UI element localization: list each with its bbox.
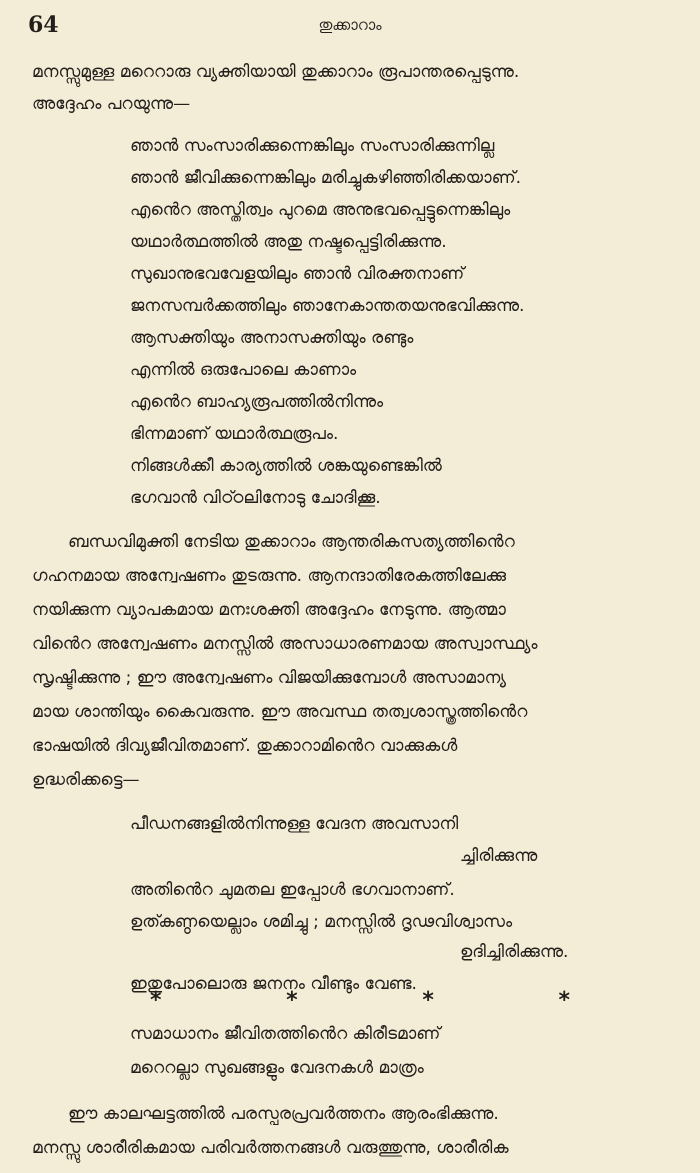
separator-star: *	[150, 988, 162, 1013]
text-line: ഉദ്ധരിക്കട്ടെ—	[32, 770, 140, 790]
verse-line: എന്നിൽ ഒരുപോലെ കാണാം	[130, 360, 357, 380]
verse-line: ആസക്തിയും അനാസക്തിയും രണ്ടും	[130, 328, 414, 348]
verse-line: എൻെറ അസ്തിത്വം പുറമെ അനുഭവപ്പെട്ടുന്നെങ്കിലും	[130, 200, 511, 220]
verse-line: യഥാർത്ഥത്തിൽ അതു നഷ്ടപ്പെട്ടിരിക്കുന്നു.	[130, 232, 447, 252]
verse-line: സമാധാനം ജീവിതത്തിൻെറ കിരീടമാണ്	[130, 1024, 441, 1044]
verse-line: സുഖാനുഭവവേളയിലും ഞാൻ വിരക്തനാണ്	[130, 264, 465, 284]
verse-line: ഞാൻ ജീവിക്കുന്നെങ്കിലും മരിച്ചുകഴിഞ്ഞിരിക്കയാണ്.	[130, 168, 522, 188]
text-line: ബന്ധവിമുക്തി നേടിയ തുക്കാറാം ആന്തരികസത്യത്തിൻെറ	[68, 532, 515, 552]
verse-line: ച്ചിരിക്കുന്നു	[460, 846, 538, 866]
text-line: സൃഷ്ടിക്കുന്നു ; ഈ അന്വേഷണം വിജയിക്കുമ്പോൾ അസാമാന്യ	[32, 668, 506, 688]
separator-star: *	[558, 988, 570, 1013]
text-line: ഈ കാലഘട്ടത്തിൽ പരസ്പരപ്രവർത്തനം ആരംഭിക്കുന്നു.	[68, 1104, 499, 1124]
section-separator	[150, 988, 570, 1013]
text-line: അദ്ദേഹം പറയുന്നു—	[32, 94, 191, 114]
verse-line: ഭഗവാൻ വിഠ്ഠലിനോടു ചോദിക്കൂ.	[130, 488, 381, 508]
separator-star: *	[286, 988, 298, 1013]
text-line: നയിക്കുന്ന വ്യാപകമായ മനഃശക്തി അദ്ദേഹം നേടുന്നു. ആത്മാ	[32, 600, 506, 620]
text-line: ഗഹനമായ അന്വേഷണം തുടരുന്നു. ആനന്ദാതിരേകത്തിലേക്കു	[32, 566, 507, 586]
verse-line: ഇതുപോലൊരു ജനനം വീണ്ടും വേണ്ട.	[130, 974, 417, 994]
text-line: വിൻെറ അന്വേഷണം മനസ്സിൽ അസാധാരണമായ അസ്വാസ്ഥ്യം	[32, 634, 538, 654]
verse-line: നിങ്ങൾക്കീ കാര്യത്തിൽ ശങ്കയുണ്ടെങ്കിൽ	[130, 456, 442, 476]
verse-line: എൻെറ ബാഹ്യരൂപത്തിൽനിന്നും	[130, 392, 384, 412]
text-line: മനസ്സു ശാരീരികമായ പരിവർത്തനങ്ങൾ വരുത്തുന്നു, ശാരീരിക	[32, 1138, 509, 1158]
running-title: തുക്കാറാം	[318, 16, 382, 34]
verse-line: മറെറല്ലാ സുഖങ്ങളും വേദനകൾ മാത്രം	[130, 1058, 424, 1078]
separator-star: *	[422, 988, 434, 1013]
verse-line: ജനസമ്പർക്കത്തിലും ഞാനേകാന്തതയനുഭവിക്കുന്നു.	[130, 296, 525, 316]
verse-line: പീഡനങ്ങളിൽനിന്നുള്ള വേദന അവസാനി	[130, 814, 459, 834]
verse-line: അതിൻെറ ചുമതല ഇപ്പോൾ ഭഗവാനാണ്.	[130, 880, 455, 900]
verse-line: ഭിന്നമാണ് യഥാർത്ഥരൂപം.	[130, 424, 339, 444]
verse-line: ഉത്കണ്ഠയെല്ലാം ശമിച്ചു ; മനസ്സിൽ ദൃഢവിശ്വാസം	[130, 912, 513, 932]
verse-line: ഉദിച്ചിരിക്കുന്നു.	[460, 942, 569, 962]
text-line: മനസ്സുമുള്ള മറെറാരു വ്യക്തിയായി തുക്കാറാം രൂപാന്തരപ്പെടുന്നു.	[32, 62, 520, 82]
text-line: ഭാഷയിൽ ദിവ്യജീവിതമാണ്. തുക്കാറാമിൻെറ വാക്കുകൾ	[32, 736, 458, 756]
text-line: മായ ശാന്തിയും കൈവരുന്നു. ഈ അവസ്ഥ തത്വശാസ്ത്രത്തിൻെറ	[32, 702, 528, 722]
page-number: 64	[28, 12, 59, 38]
page-header	[0, 8, 700, 38]
verse-line: ഞാൻ സംസാരിക്കുന്നെങ്കിലും സംസാരിക്കുന്നില്ല	[130, 136, 495, 156]
